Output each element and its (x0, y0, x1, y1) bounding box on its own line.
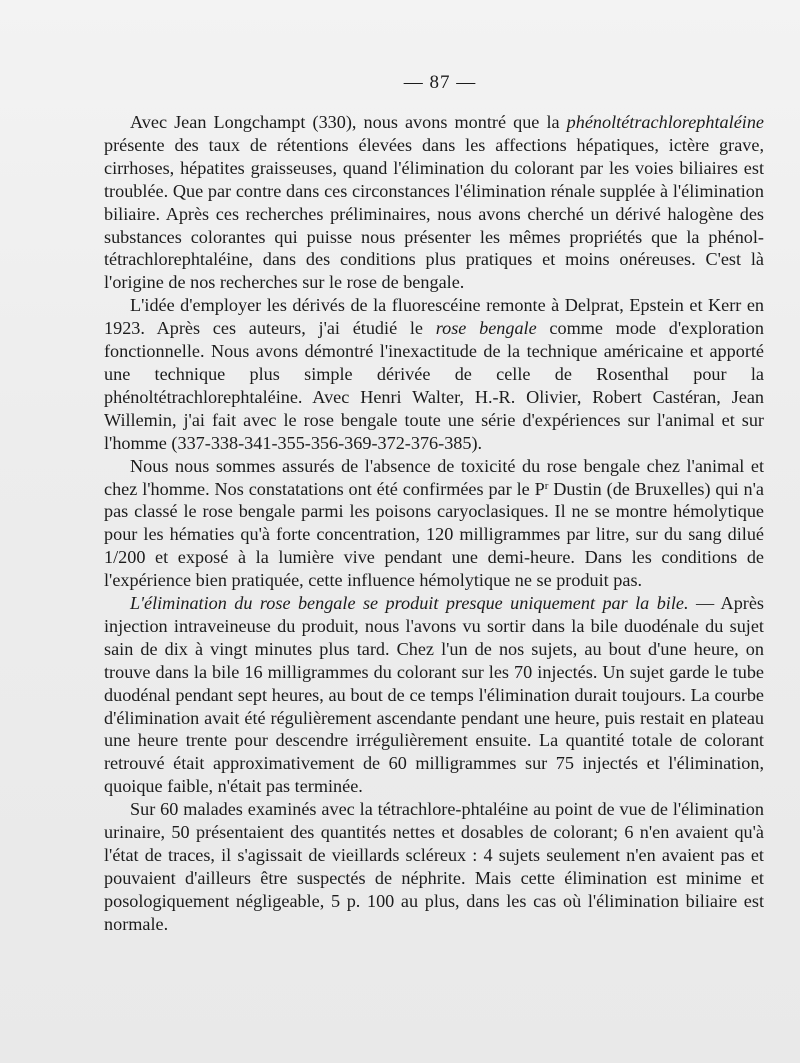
paragraph-3 (104, 455, 764, 592)
paragraph-5 (104, 798, 764, 935)
paragraph-1 (104, 111, 764, 294)
paragraph-2 (104, 294, 764, 454)
paragraph-4-text: — Après injection intraveineuse du produit, nous l'avons vu sortir dans la bile duodénale du sujet sain de dix à vingt minutes plus tard. Chez l'un de nos sujets, au bout d'une heure, on trouve dans la bile 16 milligrammes du colorant sur les 70 injectés. Un sujet garde le tube duodénal pendant sept heures, au bout de ce temps l'élimination durait toujours. La courbe d'élimination avait été régulièrement ascendante pendant une heure, puis restait en plateau une heure trente pour descendre irrégulièrement ensuite. La quantité totale de colorant retrouvé était approximativement de 60 milligrammes sur 75 injectés et l'élimination, quoique faible, n'était pas terminée. (104, 593, 764, 797)
paragraph-5-text: Sur 60 malades examinés avec la tétrachlore-phtaléine au point de vue de l'élimination urinaire, 50 présentaient des quantités nettes et dosables de colorant; 6 n'en avaient qu'à l'état de traces, il s'agissait de vieillards scléreux : 4 sujets seulement n'en avaient pas et pouvaient d'ailleurs être suspectés de néphrite. Mais cette élimination est minime et posologiquement négligeable, 5 p. 100 au plus, dans les cas où l'élimination biliaire est normale. (104, 799, 764, 934)
paragraph-2-italic: rose bengale (435, 318, 537, 339)
paragraph-2-text-a: L'idée d'employer les dérivés de la fluorescéine remonte à Delprat, Epstein et Kerr en 1923. Après ces auteurs, j'ai étudié le (104, 295, 764, 339)
paragraph-1-italic: phénoltétrachlorephtaléine (566, 112, 764, 132)
paragraph-2-text-b: comme mode d'exploration fonctionnelle. Nous avons démontré l'inexactitude de la technique américaine et apporté une technique plus simple dérivée de celle de Rosenthal pour la phénoltétrachlorephtaléine. Avec Henri Walter, H.-R. Olivier, Robert Castéran, Jean Willemin, j'ai fait avec le rose bengale toute une série d'expériences sur l'animal et sur l'homme (337-338-341-355-356-369-372-376-385). (104, 318, 764, 453)
paragraph-4-italic: L'élimination du rose bengale se produit presque uniquement par la bile. (130, 593, 689, 614)
paragraph-3-text-b: Dustin (de Bruxelles) qui n'a pas classé le rose bengale parmi les poisons caryoclasiques. Il ne se montre hémolytique pour les hématies qu'à forte concentration, 120 milligrammes par litre, sur du sang dilué 1/200 et exposé à la lumière vive pendant une demi-heure. Dans les conditions de l'expérience bien pratiquée, cette influence hémolytique ne se produit pas. (104, 478, 764, 591)
page-number: — 87 — (403, 72, 477, 93)
paragraph-3-text-a: Nous nous sommes assurés de l'absence de toxicité du rose bengale chez l'animal et chez l'homme. Nos constatations ont été confirmées par le P (104, 455, 764, 499)
paragraph-1-text-a: Avec Jean Longchampt (330), nous avons montré que la (130, 112, 567, 132)
paragraph-3-superscript: r (544, 479, 549, 492)
paragraph-1-text-b: présente des taux de rétentions élevées dans les affections hépatiques, ictère grave, cirrhoses, hépatites graisseuses, quand l'élimination du colorant par les voies biliaires est troublée. Que par contre dans ces circonstances l'élimination rénale supplée à l'élimination biliaire. Après ces recherches préliminaires, nous avons cherché un dérivé halogène des substances colorantes qui puisse nous présenter les mêmes propriétés que la phénol-tétrachlorephtaléine, dans des conditions plus pratiques et moins onéreuses. C'est là l'origine de nos recherches sur le rose de bengale. (104, 134, 764, 293)
paragraph-4 (104, 592, 764, 798)
body-text (104, 111, 764, 936)
